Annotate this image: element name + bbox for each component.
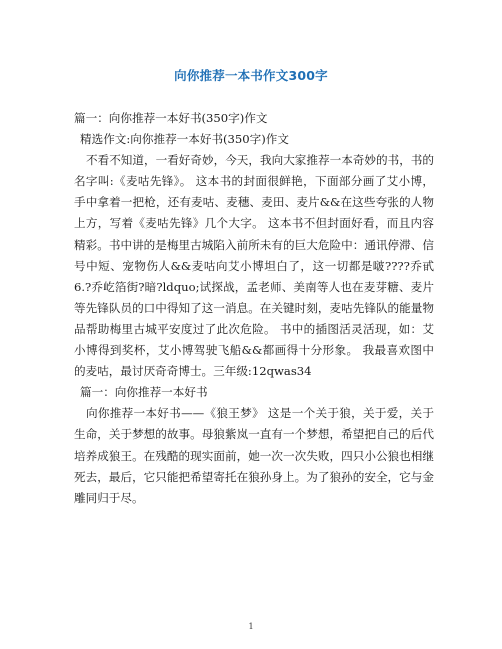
subheading: 精选作文:向你推荐一本好书(350字)作文 — [80, 132, 289, 147]
section-heading: 篇一：向你推荐一本好书 — [80, 385, 208, 400]
document-title: 向你推荐一本书作文300字 — [174, 68, 328, 83]
body-paragraph: 向你推荐一本好书——《狼王梦》 这是一个关于狼，关于爱，关于生命，关于梦想的故事。母狼紫岚一直有一个梦想，希望把自己的后代培养成狼王。在残酷的现实面前，她一次一次失败，四只小公狼也相继死去，最后，它只能把希望寄托在狼孙身上。为了狼孙的安全，它与金雕同归于尽。 — [74, 406, 434, 505]
page-number: 1 — [248, 622, 254, 631]
section-heading: 篇一：向你推荐一本好书(350字)作文 — [74, 111, 268, 125]
body-paragraph: 不看不知道，一看好奇妙，今天，我向大家推荐一本奇妙的书，书的名字叫:《麦咕先锋》。 这本书的封面很鲜艳，下面部分画了艾小博，手中拿着一把枪，还有麦咕、麦穗、麦田、麦片&&在这些夸张的人物上方，写着《麦咕先锋》几个大字。 这本书不但封面好看，而且内容精彩。书中讲的是梅里古城陷入前所未有的巨大危险中：通讯停滞、信号中短、宠物伤人&&麦咕向艾小博坦白了，这一切都是啵????乔甙 6.?乔屹箔街?暗?ldquo;试探战，孟老师、美南等人也在麦芽糖、麦片等先锋队员的口中得知了这一消息。在关键时刻，麦咕先锋队的能量物品帮助梅里古城平安度过了此次危险。 书中的插图活灵活现，如：艾小博得到奖杯，艾小博驾驶飞船&&都画得十分形象。 我最喜欢图中的麦咕，最讨厌奇奇博士。三年级:12qwas34 — [74, 153, 434, 379]
document-body — [74, 108, 434, 509]
